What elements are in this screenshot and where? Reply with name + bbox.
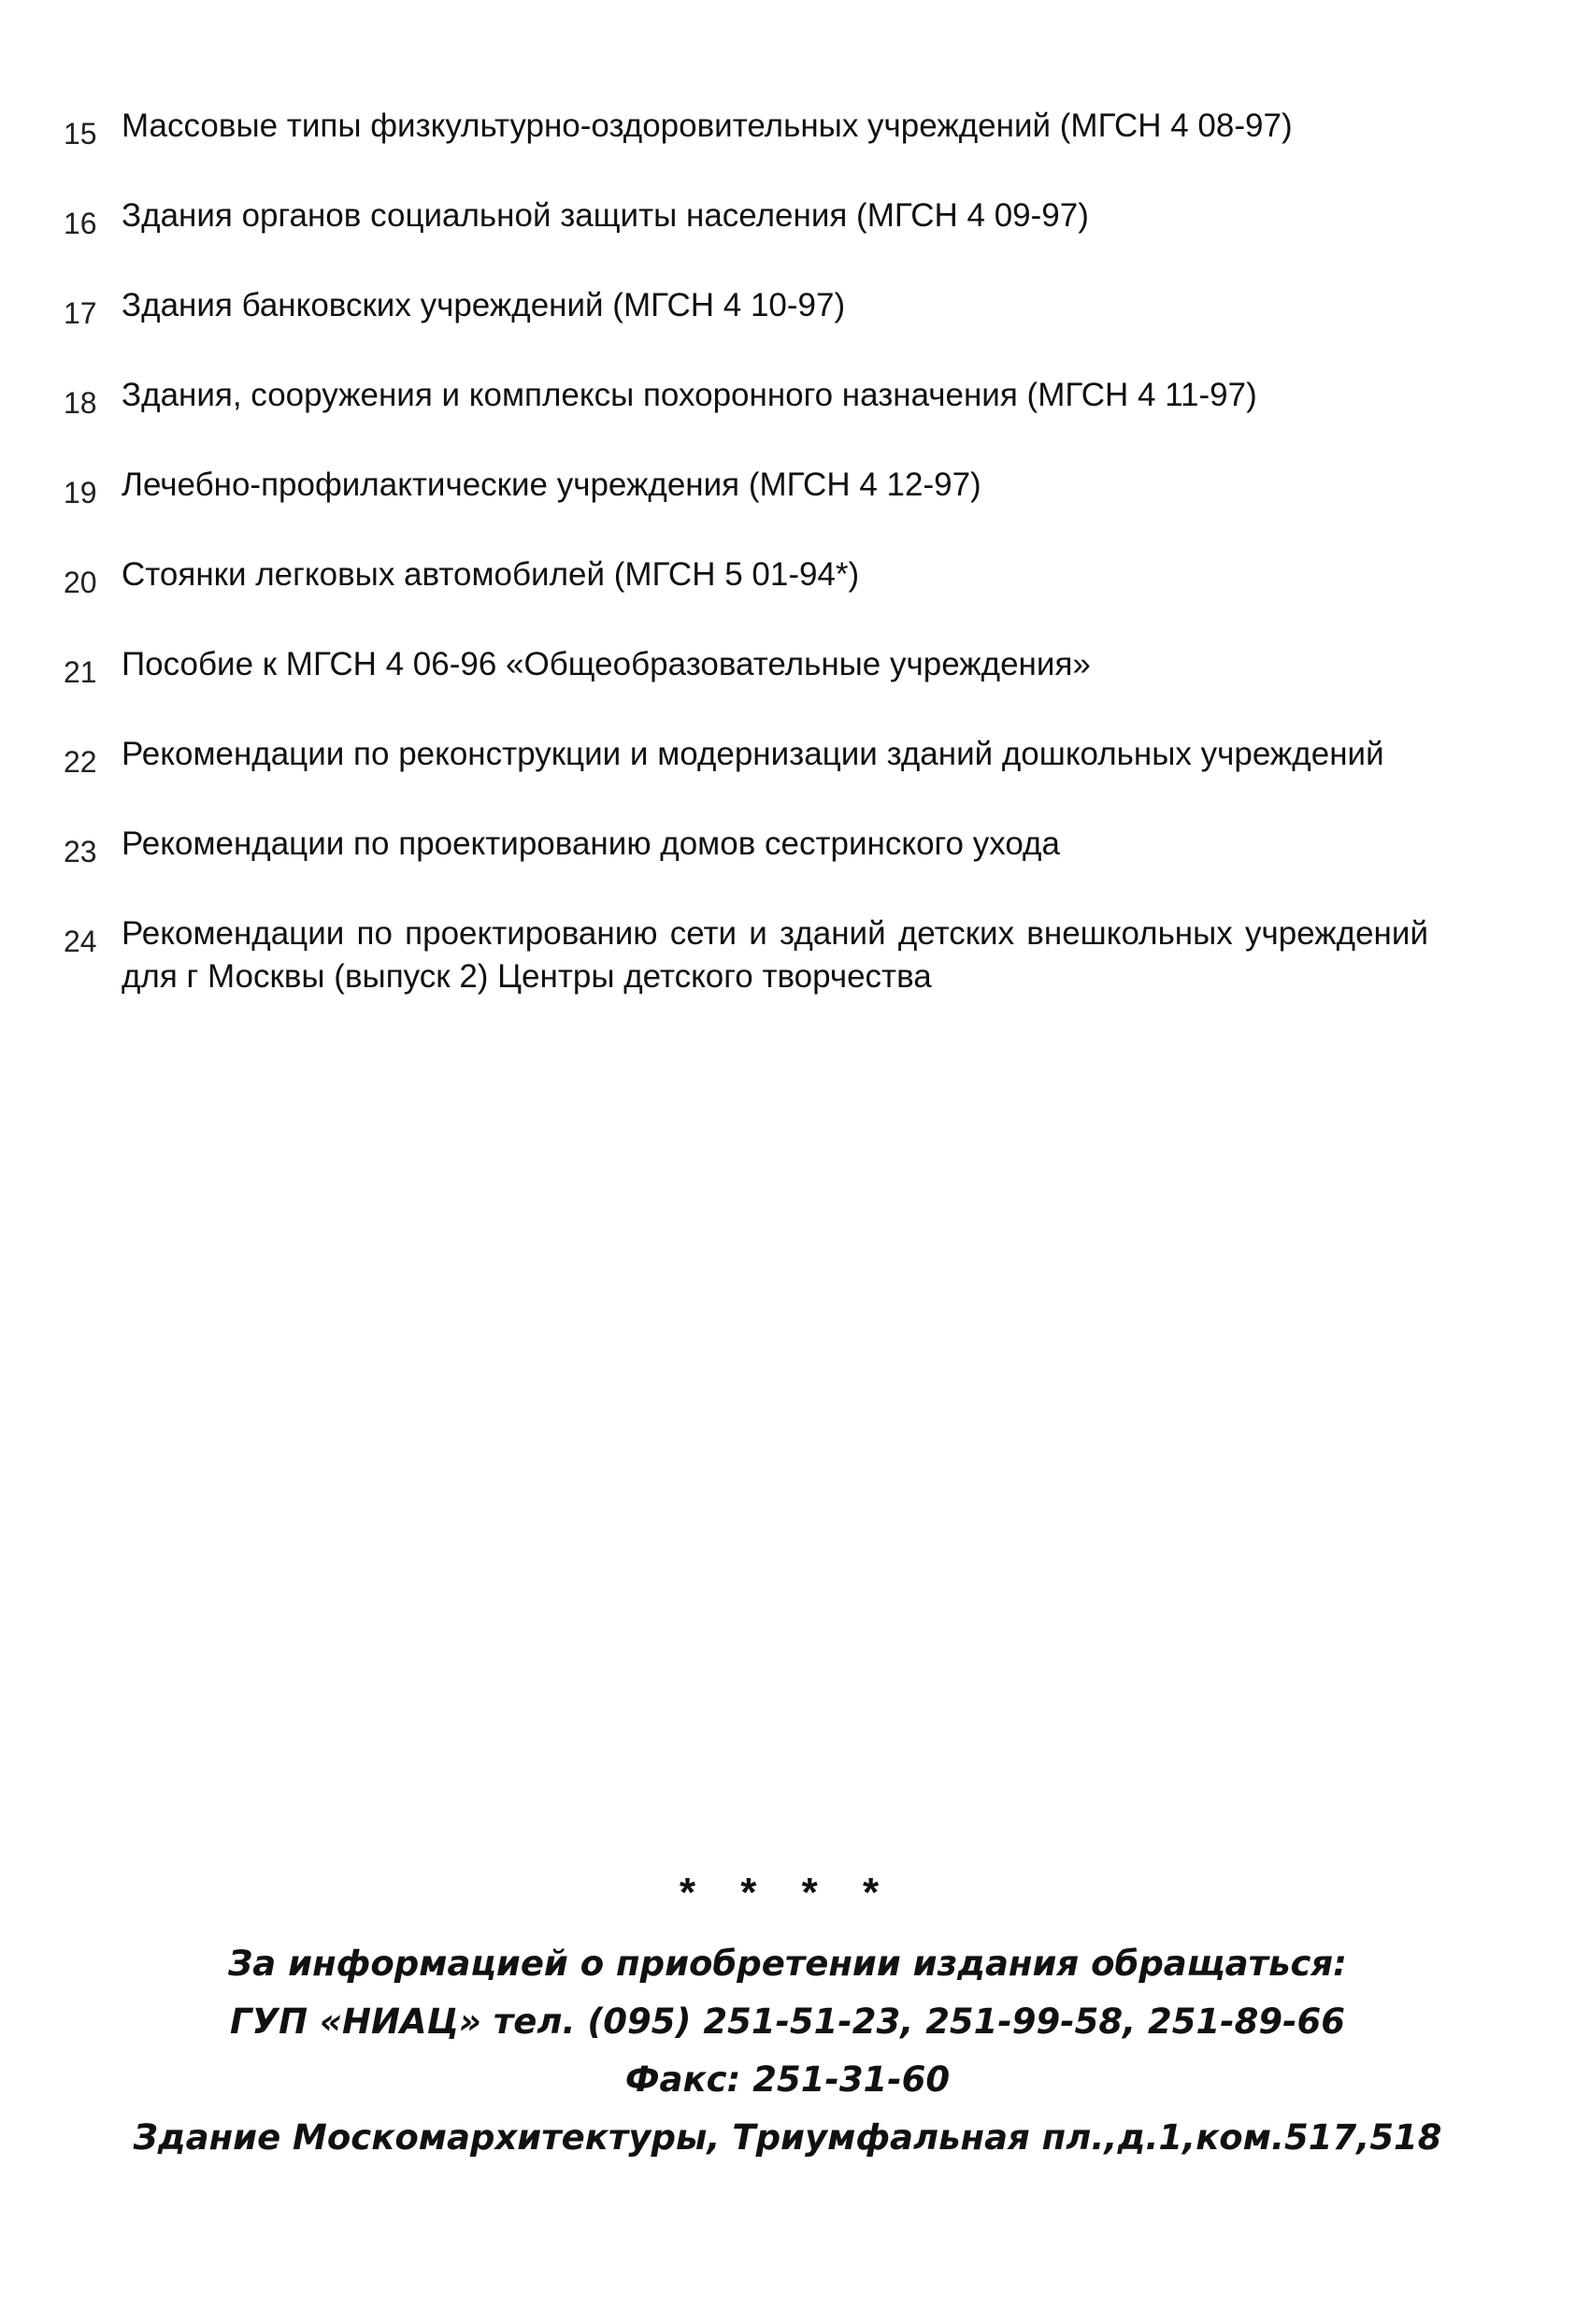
item-text: Рекомендации по реконструкции и модернизации зданий дошкольных учреждений <box>122 736 1384 772</box>
item-text: Здания банковских учреждений (МГСН 4 10-97) <box>122 287 846 323</box>
contact-address: Здание Москомархитектуры, Триумфальная пл.,д.1,ком.517,518 <box>133 2117 1442 2158</box>
list-item <box>64 194 1428 245</box>
contact-fax: Факс: 251-31-60 <box>624 2059 951 2100</box>
item-number: 16 <box>64 207 97 240</box>
contact-phones: ГУП «НИАЦ» тел. (095) 251-51-23, 251-99-58, 251-89-66 <box>230 2001 1345 2042</box>
list-item <box>64 823 1428 873</box>
section-separator: * * * * <box>679 1870 896 1915</box>
item-text: Лечебно-профилактические учреждения (МГСН 4 12-97) <box>122 466 981 503</box>
item-number: 23 <box>64 835 97 868</box>
publication-list <box>64 105 1428 1038</box>
item-number: 22 <box>64 745 97 779</box>
item-text: Здания, сооружения и комплексы похоронного назначения (МГСН 4 11-97) <box>122 377 1257 413</box>
item-number: 19 <box>64 476 97 509</box>
list-item <box>64 105 1428 155</box>
item-number: 15 <box>64 117 97 151</box>
list-item <box>64 284 1428 335</box>
item-number: 24 <box>64 925 97 958</box>
item-text: Здания органов социальной защиты населения (МГСН 4 09-97) <box>122 197 1089 234</box>
list-item <box>64 912 1428 998</box>
list-item <box>64 643 1428 694</box>
item-text: Рекомендации по проектированию сети и зданий детских внешкольных учреждений для г Москвы (выпуск 2) Центры детского творчества <box>122 915 1428 995</box>
item-text: Пособие к МГСН 4 06-96 «Общеобразовательные учреждения» <box>122 646 1091 682</box>
item-text: Рекомендации по проектированию домов сестринского ухода <box>122 825 1060 862</box>
contact-intro: За информацией о приобретении издания обращаться: <box>228 1944 1347 1984</box>
item-number: 21 <box>64 655 97 689</box>
item-number: 18 <box>64 386 97 420</box>
list-item <box>64 464 1428 514</box>
contact-block <box>0 1935 1575 2167</box>
item-text: Массовые типы физкультурно-оздоровительных учреждений (МГСН 4 08-97) <box>122 108 1293 144</box>
list-item <box>64 553 1428 604</box>
list-item <box>64 374 1428 424</box>
item-number: 17 <box>64 296 97 330</box>
item-text: Стоянки легковых автомобилей (МГСН 5 01-94*) <box>122 556 860 593</box>
list-item <box>64 733 1428 783</box>
item-number: 20 <box>64 566 97 599</box>
